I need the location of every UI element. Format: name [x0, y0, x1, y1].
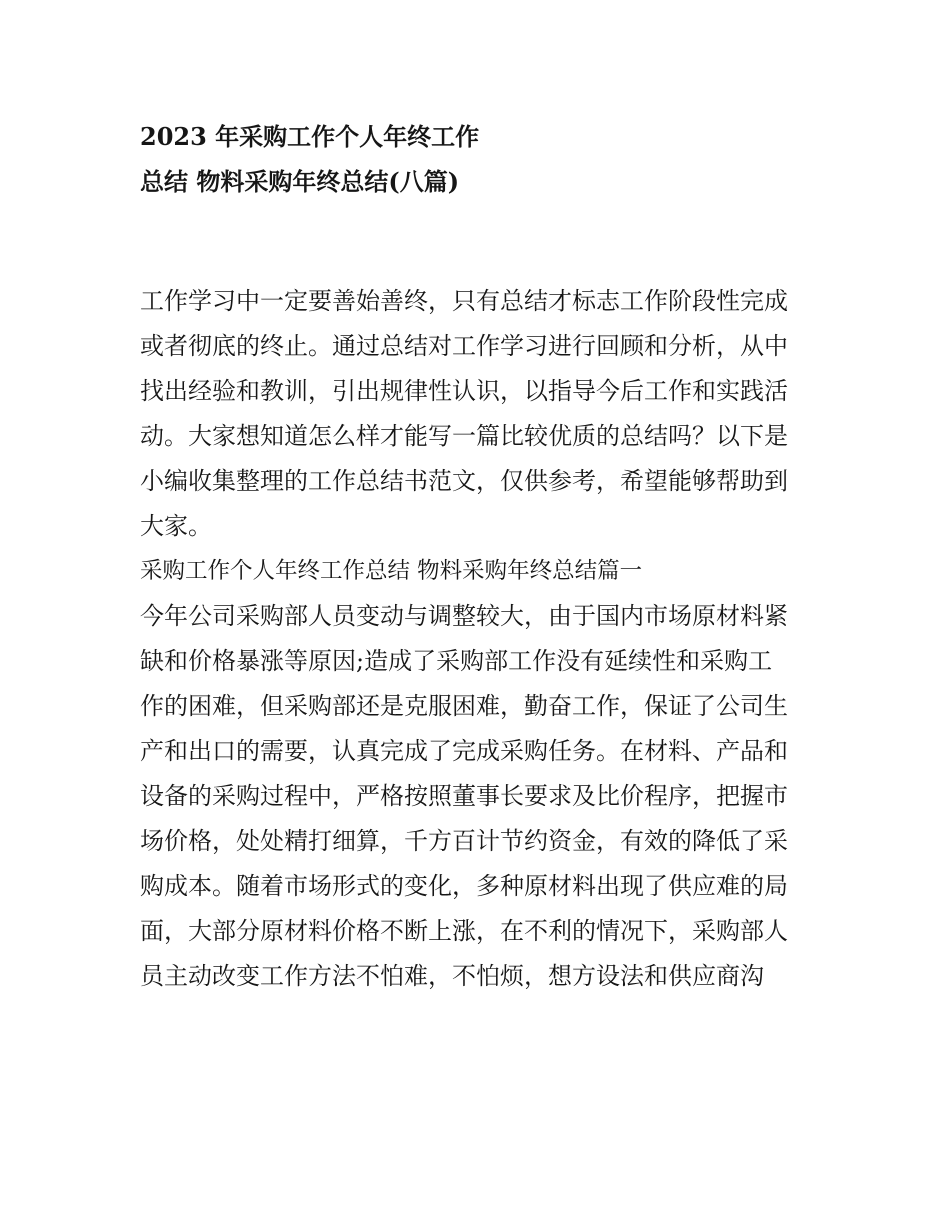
text-line: 今年公司采购部人员变动与调整较大，由于国内市场原材料紧 — [140, 602, 788, 630]
text-line: 产和出口的需要，认真完成了完成采购任务。在材料、产品和 — [140, 737, 788, 765]
text-line: 设备的采购过程中，严格按照董事长要求及比价程序，把握市 — [140, 782, 788, 810]
text-line: 找出经验和教训，引出规律性认识，以指导今后工作和实践活 — [140, 377, 788, 405]
document-title — [140, 114, 820, 204]
intro-paragraph — [140, 279, 820, 549]
text-line: 或者彻底的终止。通过总结对工作学习进行回顾和分析，从中 — [140, 332, 788, 360]
section-heading: 采购工作个人年终工作总结 物料采购年终总结篇一 — [140, 558, 643, 584]
text-line: 缺和价格暴涨等原因;造成了采购部工作没有延续性和采购工 — [140, 647, 773, 675]
text-line: 动。大家想知道怎么样才能写一篇比较优质的总结吗？以下是 — [140, 422, 788, 450]
document-body — [140, 279, 820, 999]
text-line: 员主动改变工作方法不怕难，不怕烦，想方设法和供应商沟 — [140, 962, 764, 990]
text-line: 场价格，处处精打细算，千方百计节约资金，有效的降低了采 — [140, 827, 788, 855]
text-line: 大家。 — [140, 512, 212, 540]
text-line: 小编收集整理的工作总结书范文，仅供参考，希望能够帮助到 — [140, 467, 788, 495]
title-line: 2023 年采购工作个人年终工作 — [140, 122, 480, 151]
title-line: 总结 物料采购年终总结(八篇) — [140, 167, 460, 196]
text-line: 工作学习中一定要善始善终，只有总结才标志工作阶段性完成 — [140, 287, 788, 315]
section-paragraph — [140, 594, 820, 999]
text-line: 购成本。随着市场形式的变化，多种原材料出现了供应难的局 — [140, 872, 788, 900]
text-line: 面，大部分原材料价格不断上涨，在不利的情况下，采购部人 — [140, 917, 788, 945]
text-line: 作的困难，但采购部还是克服困难，勤奋工作，保证了公司生 — [140, 692, 788, 720]
